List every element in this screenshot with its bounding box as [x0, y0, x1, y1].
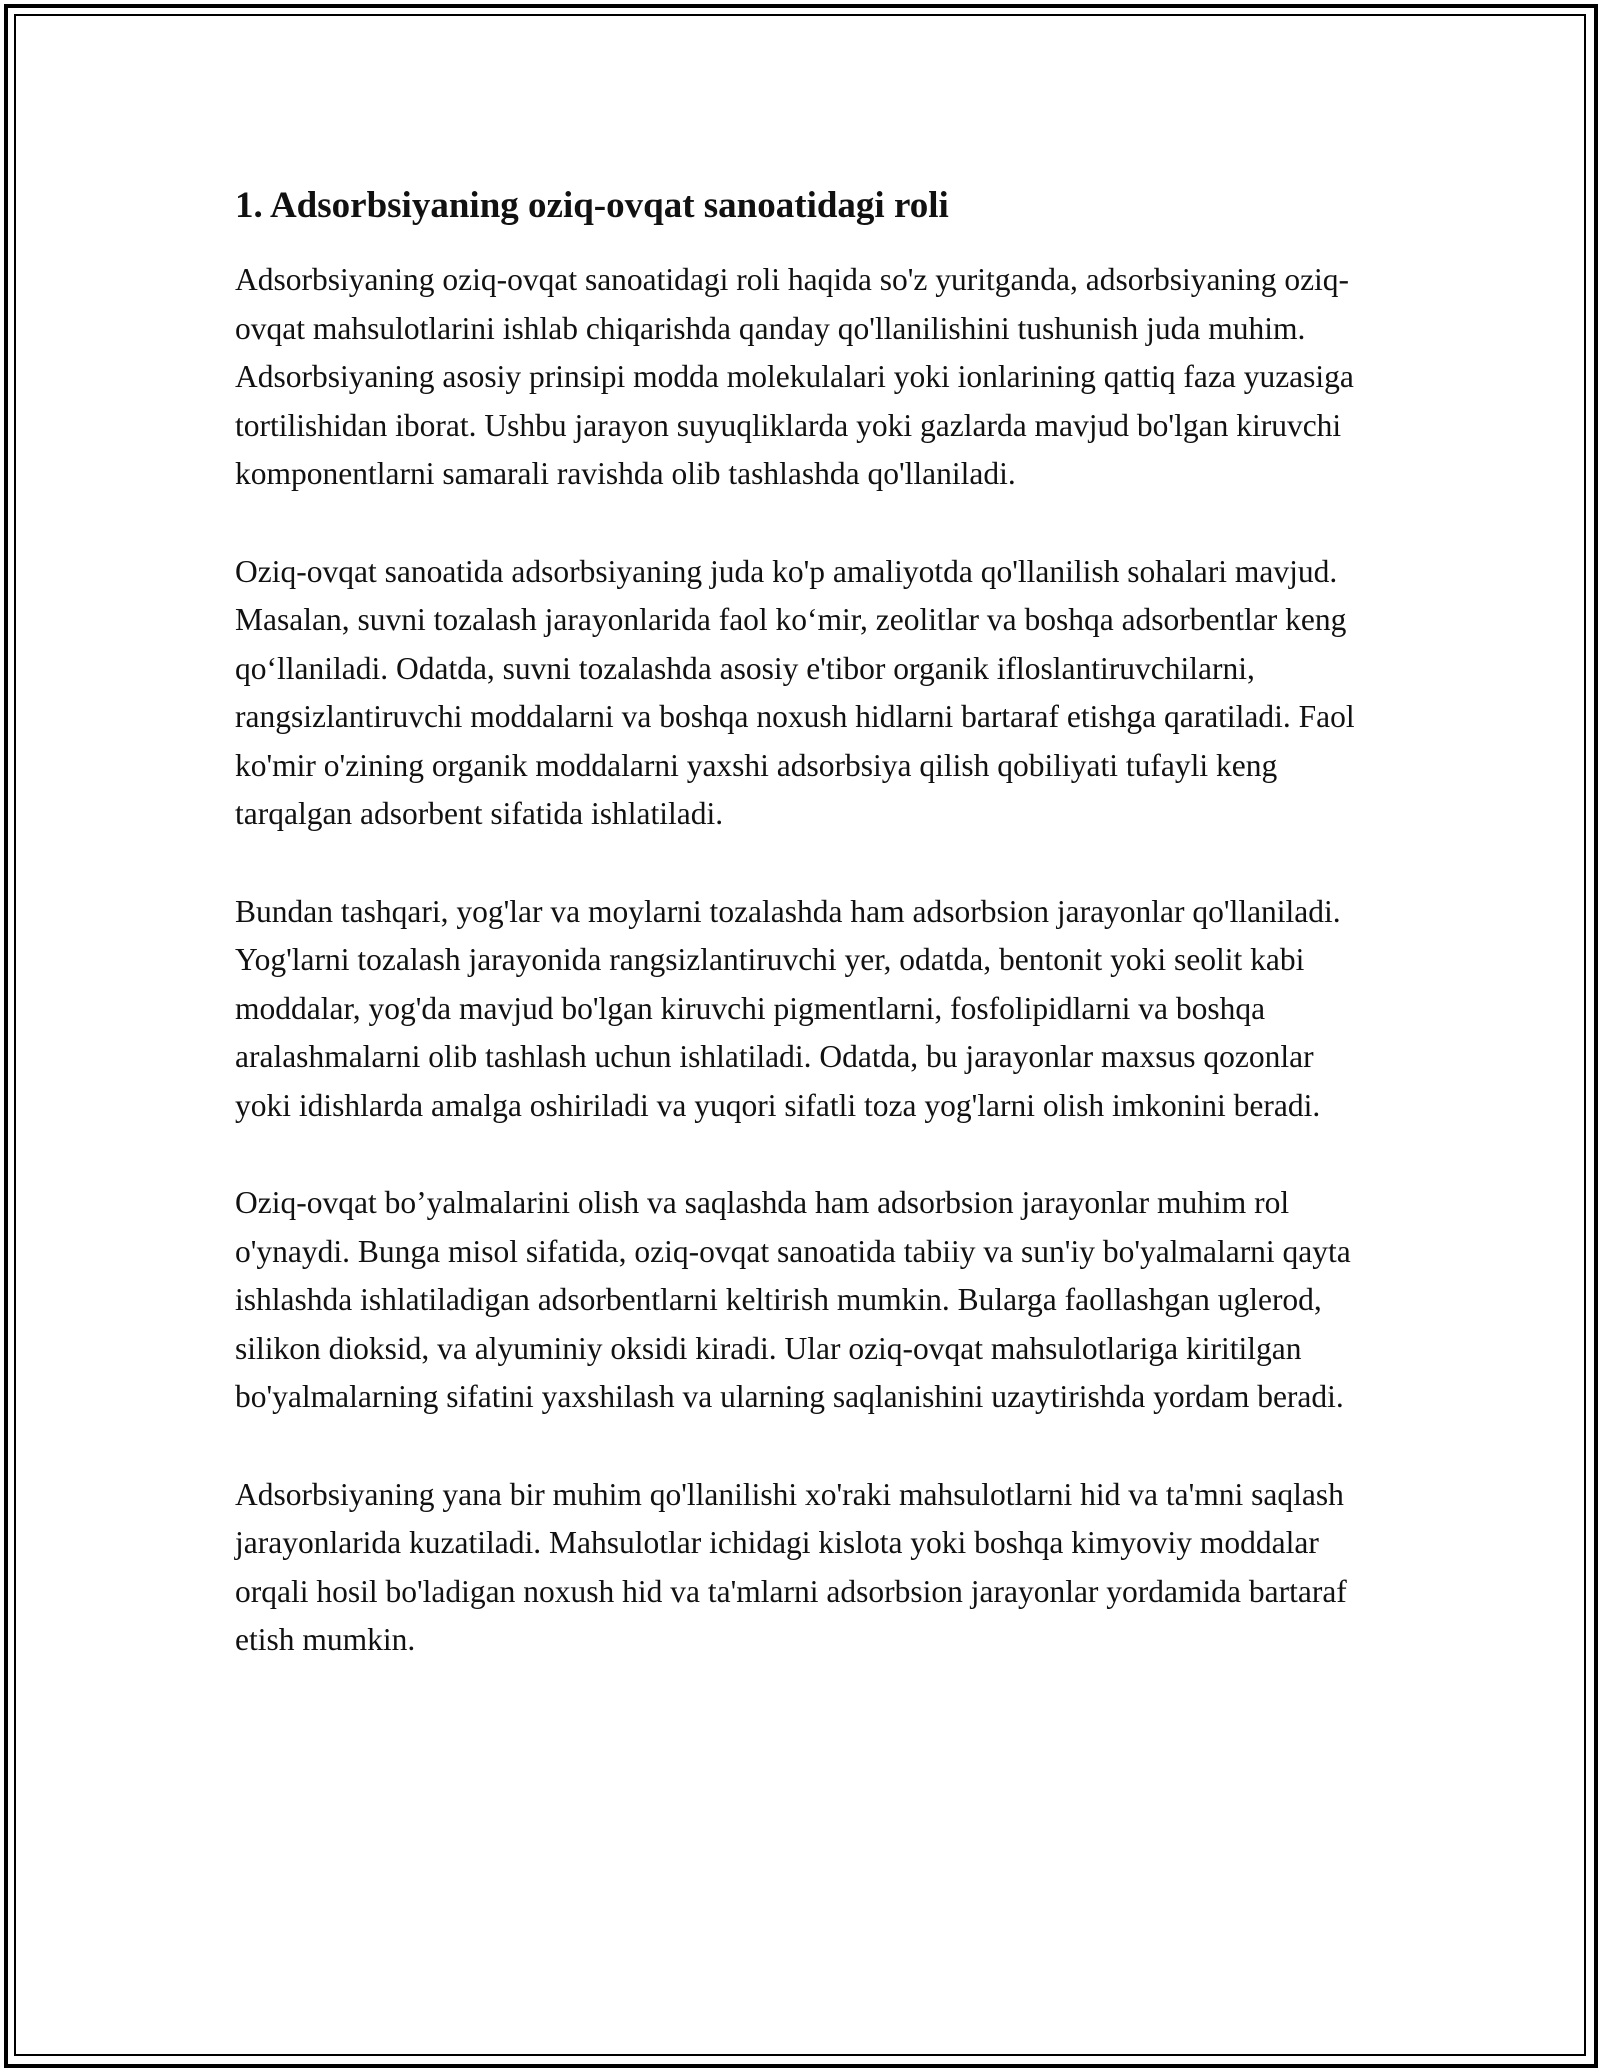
paragraph-3: Bundan tashqari, yog'lar va moylarni tozalashda ham adsorbsion jarayonlar qo'llaniladi. Yog'larni tozalash jarayonida rangsizlantiruvchi yer, odatda, bentonit yoki seolit kabi moddalar, yog'da mavjud bo'lgan kiruvchi pigmentlarni, fosfolipidlarni va boshqa aralashmalarni olib tashlash uchun ishlatiladi. Odatda, bu jarayonlar maxsus qozonlar yoki idishlarda amalga oshiriladi va yuqori sifatli toza yog'larni olish imkonini beradi. — [235, 893, 1341, 1123]
paragraph-4: Oziq-ovqat bo’yalmalarini olish va saqlashda ham adsorbsion jarayonlar muhim rol o'ynaydi. Bunga misol sifatida, oziq-ovqat sanoatida tabiiy va sun'iy bo'yalmalarni qayta ishlashda ishlatiladigan adsorbentlarni keltirish mumkin. Bularga faollashgan uglerod, silikon dioksid, va alyuminiy oksidi kiradi. Ular oziq-ovqat mahsulotlariga kiritilgan bo'yalmalarning sifatini yaxshilash va ularning saqlanishini uzaytirishda yordam beradi. — [235, 1185, 1351, 1415]
paragraph-5: Adsorbsiyaning yana bir muhim qo'llanilishi xo'raki mahsulotlarni hid va ta'mni saqlash jarayonlarida kuzatiladi. Mahsulotlar ichidagi kislota yoki boshqa kimyoviy moddalar orqali hosil bo'ladigan noxush hid va ta'mlarni adsorbsion jarayonlar yordamida bartaraf etish mumkin. — [235, 1476, 1347, 1658]
document-body — [235, 182, 1375, 1714]
paragraph-2: Oziq-ovqat sanoatida adsorbsiyaning juda ko'p amaliyotda qo'llanilish sohalari mavjud. Masalan, suvni tozalash jarayonlarida faol ko‘mir, zeolitlar va boshqa adsorbentlar keng qo‘llaniladi. Odatda, suvni tozalashda asosiy e'tibor organik ifloslantiruvchilarni, rangsizlantiruvchi moddalarni va boshqa noxush hidlarni bartaraf etishga qaratiladi. Faol ko'mir o'zining organik moddalarni yaxshi adsorbsiya qilish qobiliyati tufayli keng tarqalgan adsorbent sifatida ishlatiladi. — [235, 553, 1355, 832]
paragraph-1: Adsorbsiyaning oziq-ovqat sanoatidagi roli haqida so'z yuritganda, adsorbsiyaning oziq-ovqat mahsulotlarini ishlab chiqarishda qanday qo'llanilishini tushunish juda muhim. Adsorbsiyaning asosiy prinsipi modda molekulalari yoki ionlarining qattiq faza yuzasiga tortilishidan iborat. Ushbu jarayon suyuqliklarda yoki gazlarda mavjud bo'lgan kiruvchi komponentlarni samarali ravishda olib tashlashda qo'llaniladi. — [235, 262, 1354, 492]
section-heading: 1. Adsorbsiyaning oziq-ovqat sanoatidagi roli — [235, 185, 949, 226]
